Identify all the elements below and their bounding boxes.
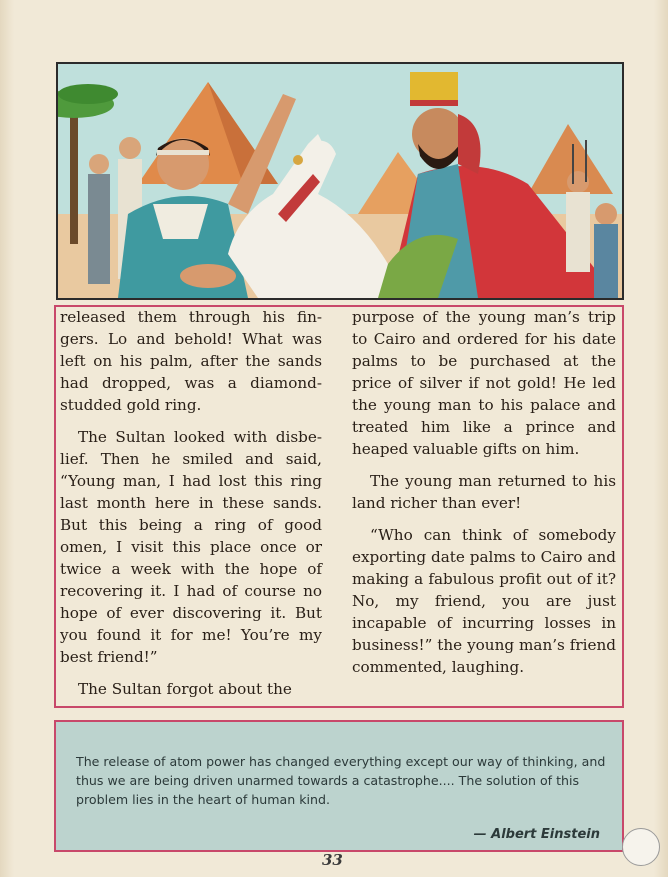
quote-author: — Albert Einstein	[473, 827, 600, 842]
left-text-column	[60, 306, 322, 710]
right-paragraph-1: purpose of the young man’s trip to Cairo and ordered for his date palms to be purchased at the price of silver if not gold! He led the young man to his palace and treated him like a prince and heaped valuable gifts on him.	[352, 308, 616, 458]
page-number: 33	[322, 851, 343, 869]
left-paragraph-3: The Sultan forgot about the	[78, 680, 292, 698]
quote-box	[54, 720, 624, 852]
left-paragraph-2: The Sultan looked with disbe-lief. Then he smiled and said, “Young man, I had lost this ring last month here in these sands. But this being a ring of good omen, I visit this place once or twice a week with the hope of recovering it. I had of course no hope of ever discovering it. But you found it for me! You’re my best friend!”	[60, 428, 322, 666]
right-paragraph-3: “Who can think of somebody exporting date palms to Cairo and making a fabulous profit out of it? No, my friend, you are just incapable of incurring losses in business!” the young man’s friend commented, laughing.	[352, 526, 616, 676]
quote-text: The release of atom power has changed everything except our way of thinking, and thus we are being driven unarmed towards a catastrophe.... The solution of this problem lies in the heart of human kind.	[76, 754, 606, 807]
left-paragraph-1: released them through his fin-gers. Lo and behold! What was left on his palm, after the sands had dropped, was a diamond-studded gold ring.	[60, 308, 322, 414]
illustration-art	[58, 64, 622, 298]
story-illustration	[56, 62, 624, 300]
library-stamp-icon	[622, 828, 660, 866]
right-paragraph-2: The young man returned to his land richer than ever!	[352, 472, 616, 512]
right-text-column	[352, 306, 616, 688]
